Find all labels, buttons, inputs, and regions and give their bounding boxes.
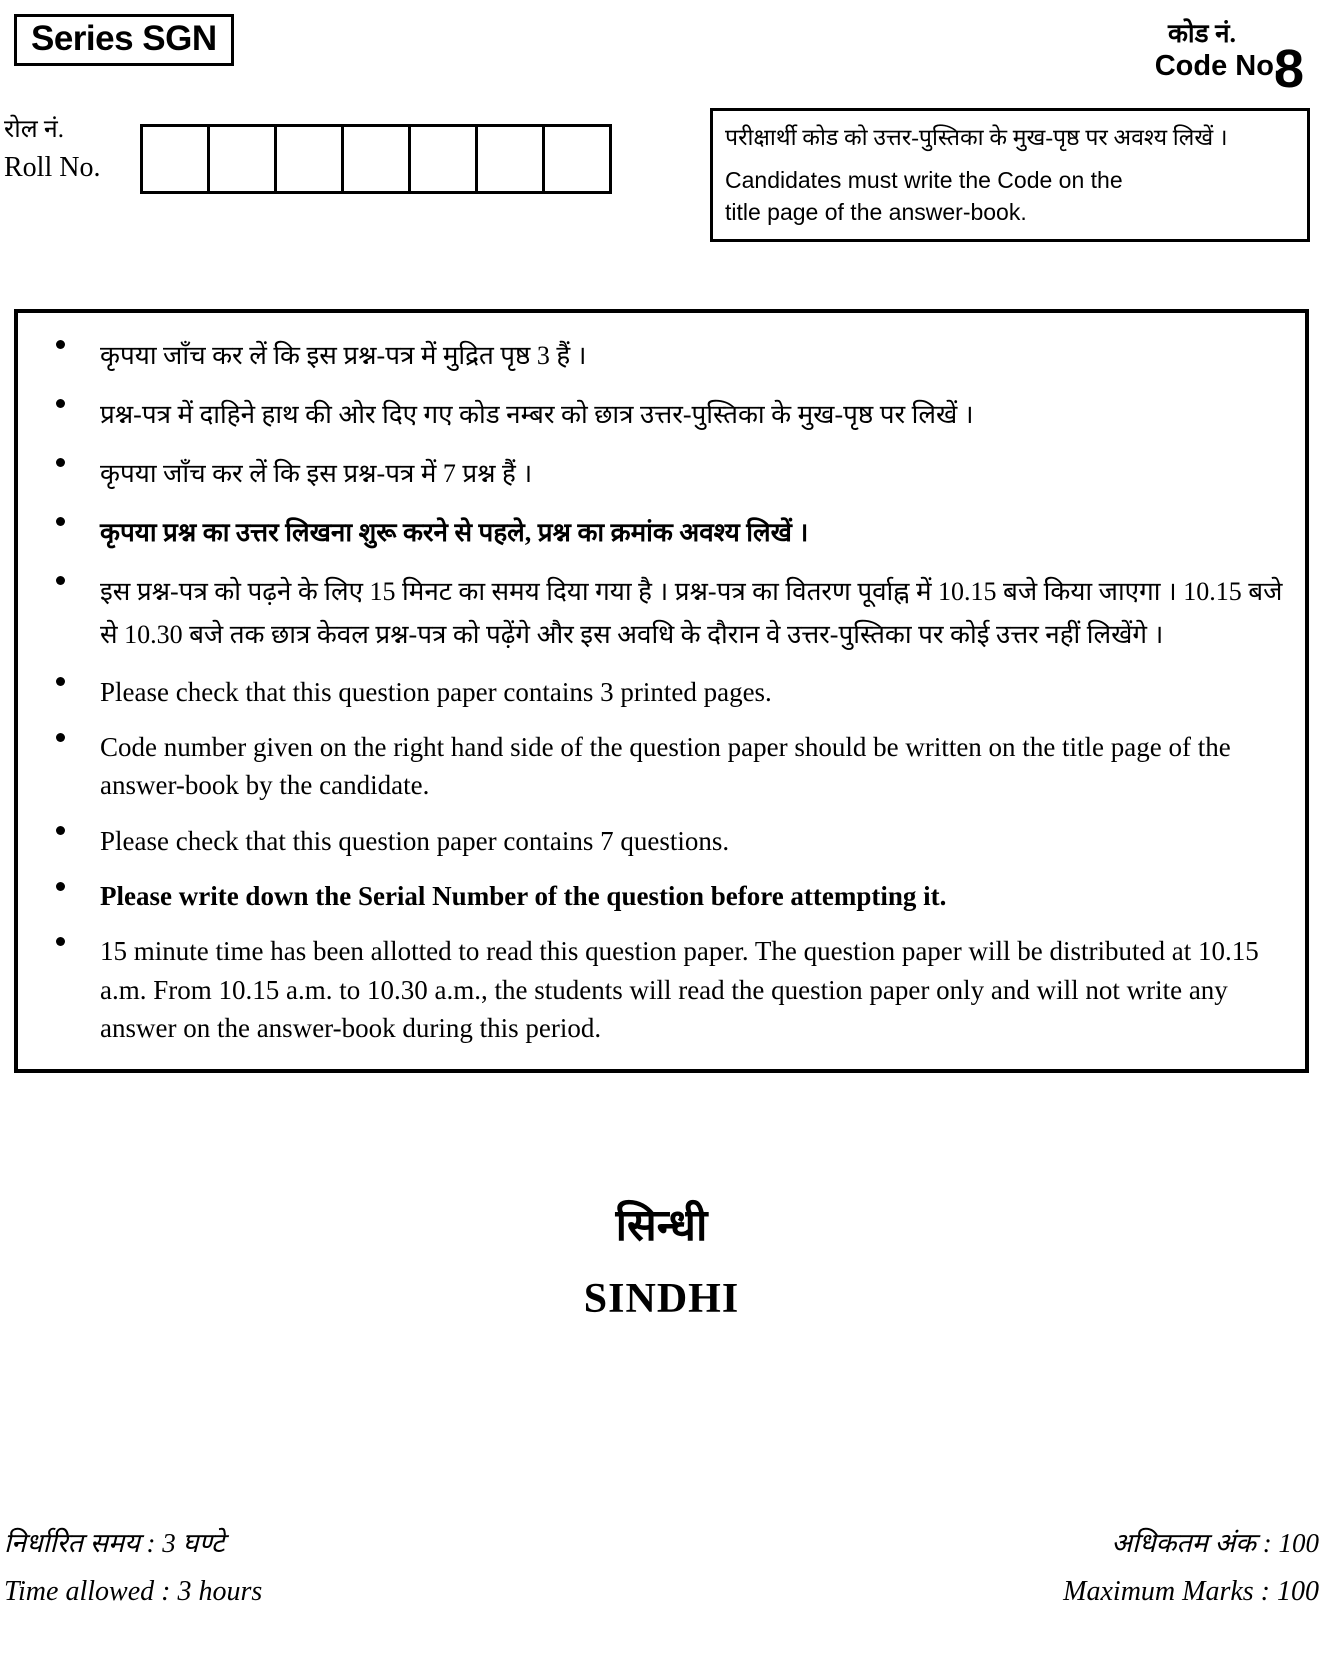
instruction-text: प्रश्न-पत्र में दाहिने हाथ की ओर दिए गए कोड नम्बर को छात्र उत्तर-पुस्तिका के मुख-पृष्ठ पर लिखें । [100, 400, 974, 430]
roll-no-label-english: Roll No. [4, 151, 101, 183]
roll-no-cell[interactable] [475, 124, 545, 194]
exam-footer [4, 1523, 1319, 1624]
code-no-heading [880, 14, 1310, 99]
bullet-icon [56, 576, 65, 585]
instruction-text: कृपया प्रश्न का उत्तर लिखना शुरू करने से पहले, प्रश्न का क्रमांक अवश्य लिखें । [100, 518, 809, 548]
instruction-text: कृपया जाँच कर लें कि इस प्रश्न-पत्र में मुद्रित पृष्ठ 3 हैं । [100, 341, 587, 370]
roll-no-cell[interactable] [274, 124, 344, 194]
bullet-icon [56, 677, 65, 686]
list-item [32, 453, 1287, 495]
bullet-icon [56, 458, 65, 467]
code-note-english-line1: Candidates must write the Code on the [725, 166, 1123, 193]
instruction-text: कृपया जाँच कर लें कि इस प्रश्न-पत्र में 7 प्रश्न हैं । [100, 459, 533, 489]
maximum-marks-hindi: अधिकतम अंक : 100 [1111, 1528, 1319, 1558]
bullet-icon [56, 733, 65, 742]
list-item [32, 877, 1287, 915]
time-allowed-english: Time allowed : 3 hours [4, 1576, 263, 1607]
list-item [32, 571, 1287, 655]
code-no-label-english-row [880, 50, 1310, 83]
code-note-english-line2: title page of the answer-book. [725, 199, 1027, 226]
code-note-hindi: परीक्षार्थी कोड को उत्तर-पुस्तिका के मुख-पृष्ठ पर अवश्य लिखें । [725, 125, 1228, 150]
time-allowed-hindi: निर्धारित समय : 3 घण्टे [4, 1528, 225, 1558]
instructions-list [32, 335, 1287, 1047]
roll-no-input-boxes[interactable] [140, 124, 609, 194]
series-badge: Series SGN [14, 14, 234, 66]
instruction-text: Please check that this question paper contains 7 questions. [100, 825, 730, 856]
maximum-marks-english: Maximum Marks : 100 [1063, 1576, 1319, 1607]
code-note-box [710, 108, 1310, 242]
instructions-box [14, 309, 1309, 1073]
instruction-text: इस प्रश्न-पत्र को पढ़ने के लिए 15 मिनट का समय दिया गया है । प्रश्न-पत्र का वितरण पूर्वाह्न में 10.15 बजे किया जाएगा । 10.15 बजे से 10.30 बजे तक छात्र केवल प्रश्न-पत्र को पढ़ेंगे और इस अवधि के दौरान वे उत्तर-पुस्तिका पर कोई उत्तर नहीं लिखेंगे । [100, 577, 1283, 649]
roll-no-label [4, 112, 100, 187]
roll-no-cell[interactable] [140, 124, 210, 194]
roll-no-cell[interactable] [207, 124, 277, 194]
roll-no-label-hindi: रोल नं. [4, 116, 65, 143]
code-no-label-hindi: कोड नं. [1167, 19, 1236, 48]
roll-no-cell[interactable] [542, 124, 612, 194]
instruction-text: Please check that this question paper contains 3 printed pages. [100, 676, 772, 707]
roll-no-cell[interactable] [341, 124, 411, 194]
list-item [32, 512, 1287, 554]
list-item [32, 822, 1287, 860]
subject-title-english: SINDHI [583, 1276, 740, 1323]
bullet-icon [56, 937, 65, 946]
footer-english-row [4, 1576, 1319, 1608]
footer-hindi-row [4, 1523, 1319, 1560]
bullet-icon [56, 882, 65, 891]
list-item [32, 335, 1287, 377]
bullet-icon [56, 340, 65, 349]
instruction-text: Code number given on the right hand side of the question paper should be written on the title page of the answer-book by the candidate. [100, 731, 1231, 801]
list-item [32, 673, 1287, 711]
instruction-text: 15 minute time has been allotted to read this question paper. The question paper will be distributed at 10.15 a.m. From 10.15 a.m. to 10.30 a.m., the students will read the question paper only and will not write any answer on the answer-book during this period. [100, 936, 1259, 1043]
roll-no-cell[interactable] [408, 124, 478, 194]
subject-title-hindi: सिन्धी [615, 1201, 708, 1250]
list-item [32, 932, 1287, 1047]
list-item [32, 394, 1287, 436]
bullet-icon [56, 826, 65, 835]
list-item [32, 728, 1287, 805]
bullet-icon [56, 517, 65, 526]
bullet-icon [56, 399, 65, 408]
code-no-label-hindi-row [880, 14, 1310, 50]
code-no-value: 8 [1273, 39, 1304, 99]
instruction-text: Please write down the Serial Number of the question before attempting it. [100, 880, 947, 911]
page-title [0, 1197, 1323, 1325]
code-no-label-english: Code No. [1154, 50, 1282, 82]
